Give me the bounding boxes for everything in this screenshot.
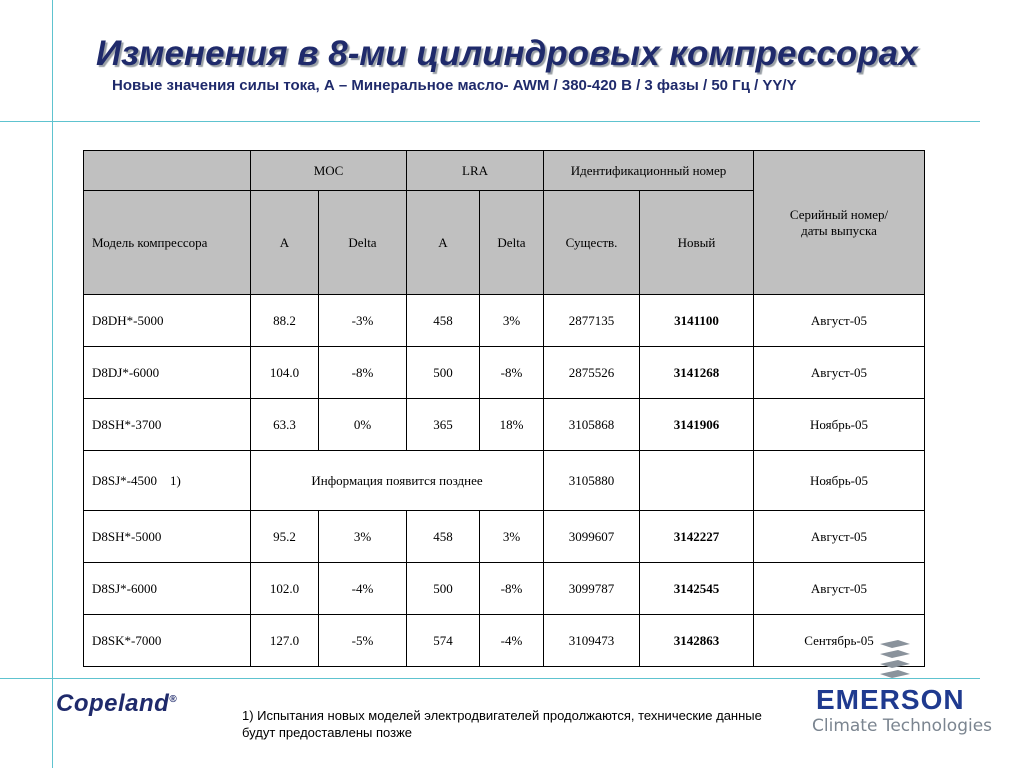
lra-a-cell: 458	[407, 295, 480, 347]
moc-a-cell: 63.3	[251, 399, 319, 451]
table-row	[84, 295, 925, 347]
moc-delta-header: Delta	[319, 191, 407, 295]
serial-date-cell: Ноябрь-05	[754, 451, 925, 511]
lra-delta-cell: 3%	[480, 511, 544, 563]
lra-a-cell: 365	[407, 399, 480, 451]
emerson-wordmark: EMERSON	[816, 684, 965, 715]
existing-id-cell: 3099607	[544, 511, 640, 563]
new-id-cell: 3141268	[640, 347, 754, 399]
footnote: 1) Испытания новых моделей электродвигателей продолжаются, технические данные будут предоставлены позже	[242, 708, 762, 740]
id-number-header: Идентификационный номер	[544, 151, 754, 191]
table-row	[84, 563, 925, 615]
lra-delta-cell: 3%	[480, 295, 544, 347]
copeland-wordmark: Copeland	[56, 690, 170, 717]
serial-date-cell: Август-05	[754, 563, 925, 615]
moc-delta-cell: -8%	[319, 347, 407, 399]
existing-id-cell: 3105880	[544, 451, 640, 511]
table-row	[84, 511, 925, 563]
lra-a-cell: 500	[407, 347, 480, 399]
existing-id-cell: 2877135	[544, 295, 640, 347]
accent-bottom-line	[0, 678, 980, 679]
group-header-row	[84, 151, 925, 191]
new-id-cell: 3141906	[640, 399, 754, 451]
moc-a-cell: 102.0	[251, 563, 319, 615]
moc-delta-cell: -3%	[319, 295, 407, 347]
lra-delta-header: Delta	[480, 191, 544, 295]
model-cell: D8DJ*-6000	[84, 347, 251, 399]
accent-vertical-line	[52, 0, 53, 768]
new-id-cell: 3142863	[640, 615, 754, 667]
lra-a-cell: 500	[407, 563, 480, 615]
existing-id-cell: 3105868	[544, 399, 640, 451]
table-row	[84, 347, 925, 399]
slide-title: Изменения в 8-ми цилиндровых компрессорах	[96, 34, 918, 73]
moc-delta-cell: -4%	[319, 563, 407, 615]
new-id-cell	[640, 451, 754, 511]
moc-a-cell: 127.0	[251, 615, 319, 667]
model-cell: D8DH*-5000	[84, 295, 251, 347]
model-cell: D8SH*-3700	[84, 399, 251, 451]
existing-id-cell: 3109473	[544, 615, 640, 667]
moc-delta-cell: -5%	[319, 615, 407, 667]
new-id-cell: 3142227	[640, 511, 754, 563]
new-header: Новый	[640, 191, 754, 295]
model-cell: D8SJ*-4500 1)	[84, 451, 251, 511]
lra-delta-cell: -8%	[480, 563, 544, 615]
existing-id-cell: 2875526	[544, 347, 640, 399]
moc-a-cell: 104.0	[251, 347, 319, 399]
info-later-cell: Информация появится позднее	[251, 451, 544, 511]
new-id-cell: 3141100	[640, 295, 754, 347]
lra-delta-cell: -4%	[480, 615, 544, 667]
compressor-table	[83, 150, 925, 667]
table-row	[84, 451, 925, 511]
lra-delta-cell: -8%	[480, 347, 544, 399]
moc-a-cell: 95.2	[251, 511, 319, 563]
moc-delta-cell: 3%	[319, 511, 407, 563]
table-row	[84, 399, 925, 451]
existing-id-cell: 3099787	[544, 563, 640, 615]
serial-header: Серийный номер/ даты выпуска	[754, 151, 925, 295]
serial-date-cell: Август-05	[754, 511, 925, 563]
moc-a-cell: 88.2	[251, 295, 319, 347]
model-cell: D8SH*-5000	[84, 511, 251, 563]
table-row	[84, 615, 925, 667]
model-cell: D8SK*-7000	[84, 615, 251, 667]
lra-delta-cell: 18%	[480, 399, 544, 451]
copeland-logo	[56, 690, 177, 718]
emerson-logo-icon	[876, 640, 914, 682]
lra-a-cell: 574	[407, 615, 480, 667]
lra-header: LRA	[407, 151, 544, 191]
lra-a-header: A	[407, 191, 480, 295]
moc-delta-cell: 0%	[319, 399, 407, 451]
moc-header: MOC	[251, 151, 407, 191]
serial-date-cell: Август-05	[754, 295, 925, 347]
lra-a-cell: 458	[407, 511, 480, 563]
accent-top-line	[0, 121, 980, 122]
serial-date-cell: Август-05	[754, 347, 925, 399]
model-cell: D8SJ*-6000	[84, 563, 251, 615]
registered-mark: ®	[169, 694, 178, 705]
emerson-tagline: Climate Technologies	[812, 716, 993, 736]
slide-subtitle: Новые значения силы тока, А – Минеральное масло- AWM / 380-420 В / 3 фазы / 50 Гц / YY/Y	[112, 77, 797, 94]
moc-a-header: A	[251, 191, 319, 295]
serial-date-cell: Ноябрь-05	[754, 399, 925, 451]
existing-header: Существ.	[544, 191, 640, 295]
model-header: Модель компрессора	[84, 191, 251, 295]
serial-date-cell: Сентябрь-05	[754, 615, 925, 667]
new-id-cell: 3142545	[640, 563, 754, 615]
corner-cell	[84, 151, 251, 191]
